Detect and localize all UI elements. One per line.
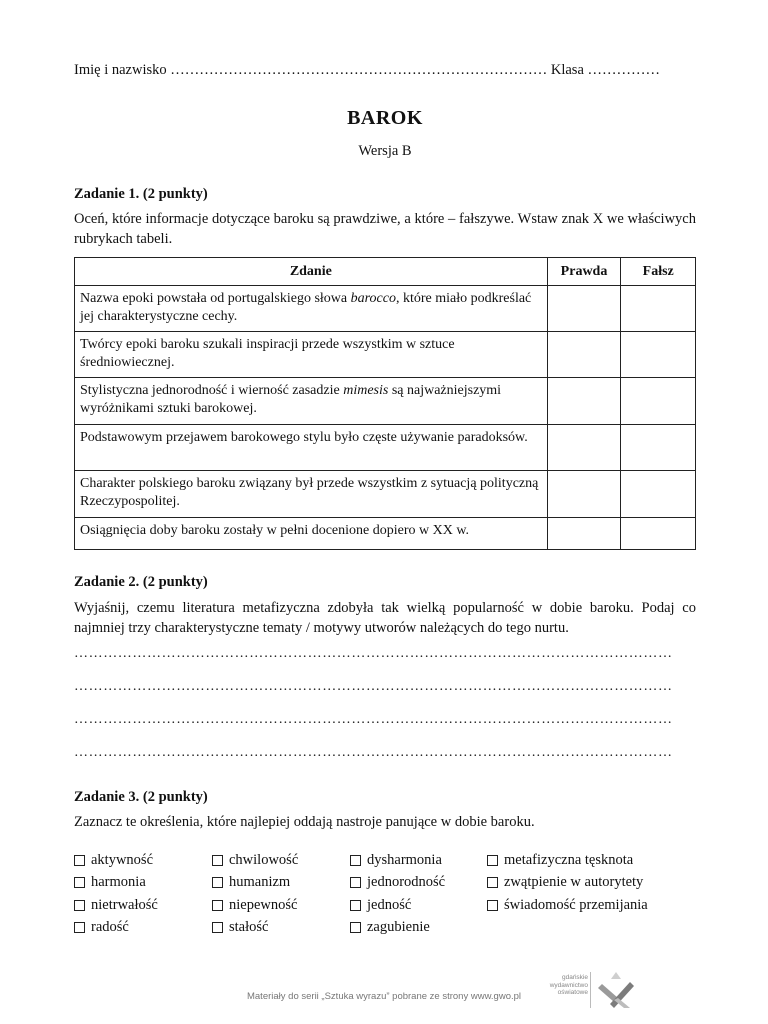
statement-cell: Osiągnięcia doby baroku zostały w pełni docenione dopiero w XX w. (75, 518, 548, 550)
checkbox[interactable] (74, 855, 85, 866)
answer-cell-false[interactable] (621, 425, 696, 471)
checkbox[interactable] (487, 855, 498, 866)
answer-cell-false[interactable] (621, 518, 696, 550)
option-item[interactable] (350, 849, 445, 872)
table-row (75, 425, 696, 471)
options-column (350, 849, 445, 939)
checkbox[interactable] (74, 877, 85, 888)
option-label: zagubienie (367, 919, 430, 936)
option-item[interactable] (350, 894, 445, 917)
checkbox[interactable] (350, 855, 361, 866)
option-item[interactable] (212, 894, 298, 917)
checkbox[interactable] (212, 877, 223, 888)
option-item[interactable] (74, 917, 158, 940)
option-item[interactable] (487, 872, 648, 895)
option-label: zwątpienie w autorytety (504, 874, 644, 891)
answer-cell-false[interactable] (621, 286, 696, 332)
checkbox[interactable] (350, 922, 361, 933)
statement-cell: Charakter polskiego baroku związany był przede wszystkim z sytuacją polityczną Rzeczypospolitej. (75, 471, 548, 518)
answer-cell-false[interactable] (621, 332, 696, 378)
statement-cell: Podstawowym przejawem barokowego stylu było częste używanie paradoksów. (75, 425, 548, 471)
option-item[interactable] (487, 894, 648, 917)
checkbox[interactable] (487, 877, 498, 888)
checkbox[interactable] (212, 855, 223, 866)
publisher-logo (538, 968, 638, 1012)
statement-cell: Nazwa epoki powstała od portugalskiego słowa barocco, które miało podkreślać jej charakterystyczne cechy. (75, 286, 548, 332)
option-label: aktywność (91, 851, 154, 868)
option-item[interactable] (212, 849, 298, 872)
option-label: dysharmonia (367, 851, 442, 868)
task3-heading: Zadanie 3. (2 punkty) (74, 789, 208, 805)
name-label: Imię i nazwisko (74, 62, 167, 78)
task1-instruction: Oceń, które informacje dotyczące baroku są prawdziwe, a które – fałszywe. Wstaw znak X we właściwych rubrykach tabeli. (74, 211, 696, 247)
checkbox[interactable] (212, 900, 223, 911)
option-item[interactable] (350, 917, 445, 940)
answer-cell-true[interactable] (547, 378, 621, 425)
publisher-logo-text: gdańskie wydawnictwo oświatowe (549, 974, 588, 996)
option-item[interactable] (212, 872, 298, 895)
answer-cell-true[interactable] (547, 518, 621, 550)
table-row (75, 332, 696, 378)
checkbox[interactable] (350, 877, 361, 888)
version-label: Wersja B (358, 143, 412, 159)
statement-cell: Twórcy epoki baroku szukali inspiracji przede wszystkim w sztuce średniowiecznej. (75, 332, 548, 378)
option-item[interactable] (74, 872, 158, 895)
publisher-logo-icon (596, 970, 636, 1010)
answer-cell-true[interactable] (547, 425, 621, 471)
answer-cell-false[interactable] (621, 471, 696, 518)
checkbox[interactable] (212, 922, 223, 933)
table-row (75, 378, 696, 425)
checkbox[interactable] (74, 900, 85, 911)
column-header-false: Fałsz (621, 258, 696, 286)
option-label: świadomość przemijania (504, 896, 648, 913)
answer-cell-true[interactable] (547, 471, 621, 518)
task2-heading: Zadanie 2. (2 punkty) (74, 574, 208, 590)
table-header-row (75, 258, 696, 286)
option-item[interactable] (74, 849, 158, 872)
logo-divider (590, 972, 591, 1008)
option-item[interactable] (350, 872, 445, 895)
table-row (75, 518, 696, 550)
student-info-line (74, 62, 696, 79)
table-row (75, 286, 696, 332)
option-label: nietrwałość (91, 896, 158, 913)
option-label: metafizyczna tęsknota (504, 851, 634, 868)
column-header-statement: Zdanie (75, 258, 548, 286)
page-title: BAROK (347, 107, 423, 129)
answer-line[interactable]: …………………………………………………………………………………………………………… (74, 712, 673, 727)
options-column (74, 849, 158, 939)
option-label: harmonia (91, 874, 146, 891)
answer-line[interactable]: …………………………………………………………………………………………………………… (74, 745, 673, 760)
option-label: radość (91, 919, 129, 936)
option-label: jedność (367, 896, 412, 913)
answer-line[interactable]: …………………………………………………………………………………………………………… (74, 679, 673, 694)
options-column (487, 849, 648, 917)
option-label: humanizm (229, 874, 291, 891)
option-label: chwilowość (229, 851, 299, 868)
statement-cell: Stylistyczna jednorodność i wierność zasadzie mimesis są najważniejszymi wyróżnikami sztuki barokowej. (75, 378, 548, 425)
class-label: Klasa (550, 62, 584, 78)
checkbox[interactable] (74, 922, 85, 933)
option-item[interactable] (74, 894, 158, 917)
footer-source-note: Materiały do serii „Sztuka wyrazu” pobrane ze strony www.gwo.pl (246, 991, 522, 1002)
checkbox[interactable] (487, 900, 498, 911)
task2-instruction: Wyjaśnij, czemu literatura metafizyczna zdobyła tak wielką popularność w dobie baroku. Podaj co najmniej trzy charakterystyczne tematy / motywy utworów należących do tego nurtu. (74, 600, 696, 636)
checkbox[interactable] (350, 900, 361, 911)
options-column (212, 849, 298, 939)
answer-cell-true[interactable] (547, 286, 621, 332)
true-false-table (74, 257, 696, 550)
class-field[interactable]: …………… (587, 62, 661, 78)
name-field[interactable]: …………………………………………………………………… (170, 62, 548, 78)
option-item[interactable] (212, 917, 298, 940)
answer-cell-true[interactable] (547, 332, 621, 378)
task1-heading: Zadanie 1. (2 punkty) (74, 186, 208, 202)
table-row (75, 471, 696, 518)
option-item[interactable] (487, 849, 648, 872)
option-label: niepewność (229, 896, 298, 913)
answer-line[interactable]: …………………………………………………………………………………………………………… (74, 646, 673, 661)
answer-cell-false[interactable] (621, 378, 696, 425)
task3-instruction: Zaznacz te określenia, które najlepiej oddają nastroje panujące w dobie baroku. (74, 814, 535, 830)
option-label: jednorodność (367, 874, 446, 891)
column-header-true: Prawda (547, 258, 621, 286)
option-label: stałość (229, 919, 269, 936)
